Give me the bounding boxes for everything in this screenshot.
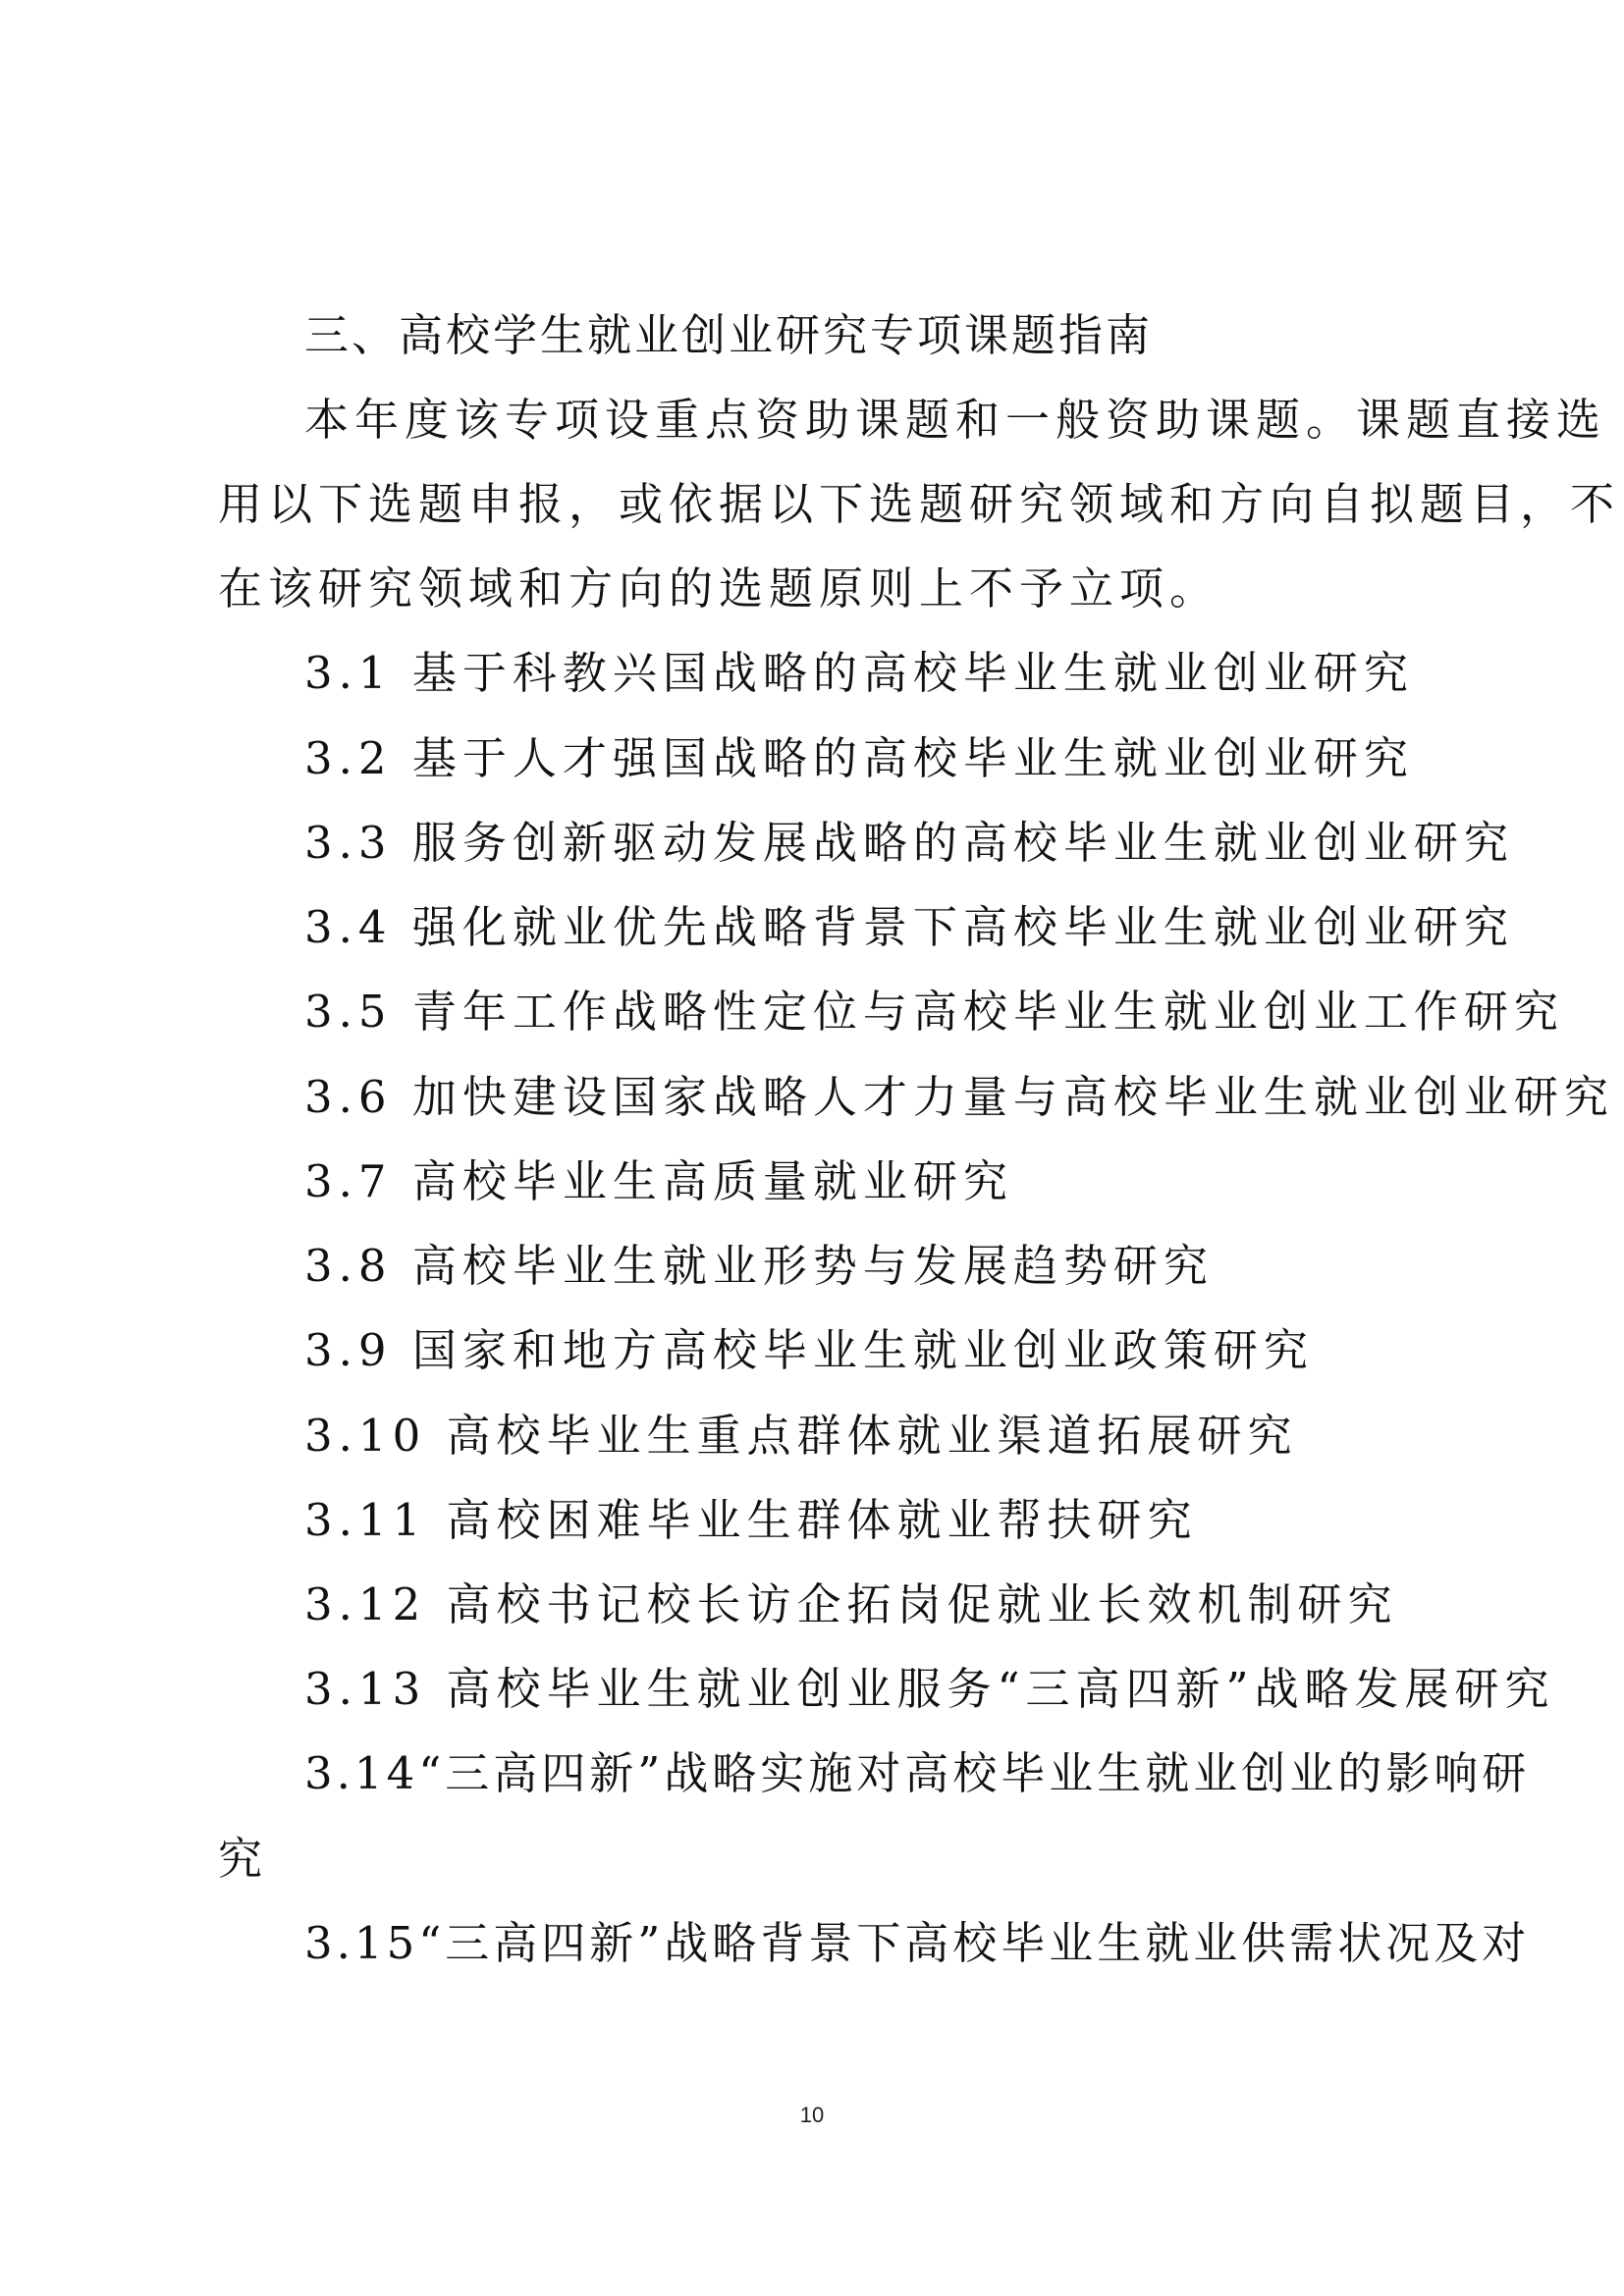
intro-paragraph-line-3: 在该研究领域和方向的选题原则上不予立项。 [218,562,1220,614]
topic-item-15-line-1: 3.15“三高四新”战略背景下高校毕业生就业供需状况及对 [304,1917,1531,1969]
topic-item: 3.9 国家和地方高校毕业生就业创业政策研究 [304,1324,1314,1376]
topic-item: 3.13 高校毕业生就业创业服务“三高四新”战略发展研究 [304,1663,1555,1715]
topic-item: 3.10 高校毕业生重点群体就业渠道拓展研究 [304,1410,1298,1462]
topic-item: 3.12 高校书记校长访企拓岗促就业长效机制研究 [304,1578,1398,1630]
topic-item: 3.6 加快建设国家战略人才力量与高校毕业生就业创业研究 [304,1071,1614,1123]
page-number: 10 [799,2103,825,2127]
intro-paragraph-line-1: 本年度该专项设重点资助课题和一般资助课题。课题直接选 [304,394,1607,446]
topic-item: 3.7 高校毕业生高质量就业研究 [304,1155,1013,1207]
topic-item-14-line-2: 究 [218,1833,269,1885]
topic-item: 3.11 高校困难毕业生群体就业帮扶研究 [304,1494,1198,1546]
topic-item: 3.2 基于人才强国战略的高校毕业生就业创业研究 [304,732,1414,784]
topic-item-14-line-1: 3.14“三高四新”战略实施对高校毕业生就业创业的影响研 [304,1747,1531,1799]
topic-item: 3.3 服务创新驱动发展战略的高校毕业生就业创业研究 [304,817,1514,869]
section-heading: 三、高校学生就业创业研究专项课题指南 [304,309,1154,361]
topic-item: 3.1 基于科教兴国战略的高校毕业生就业创业研究 [304,647,1414,699]
topic-item: 3.4 强化就业优先战略背景下高校毕业生就业创业研究 [304,901,1514,953]
topic-item: 3.5 青年工作战略性定位与高校毕业生就业创业工作研究 [304,986,1564,1038]
intro-paragraph-line-2: 用以下选题申报，或依据以下选题研究领域和方向自拟题目，不 [218,478,1621,530]
topic-item: 3.8 高校毕业生就业形势与发展趋势研究 [304,1240,1214,1292]
